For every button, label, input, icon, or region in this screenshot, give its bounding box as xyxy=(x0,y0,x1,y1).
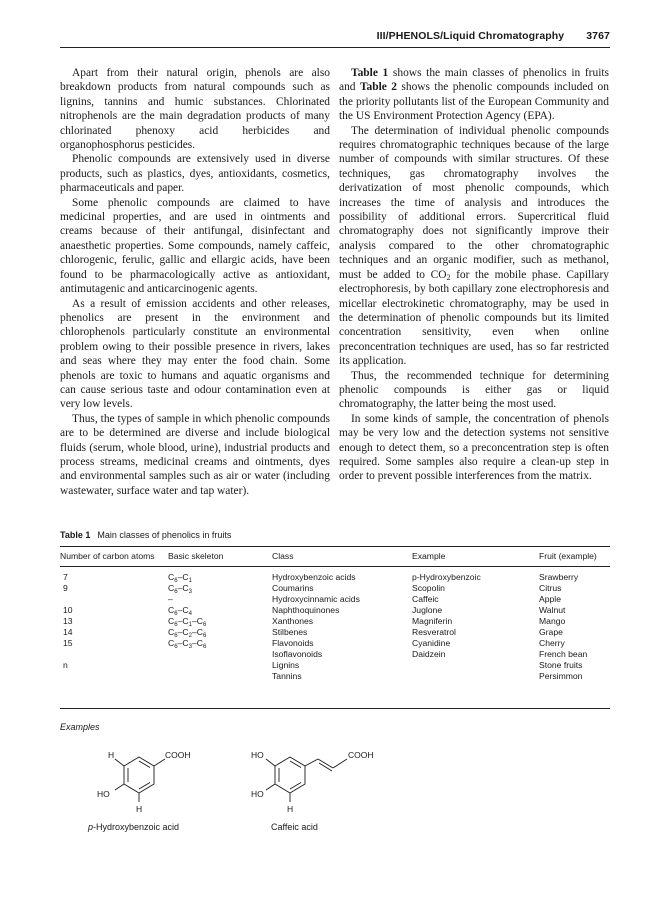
left-column xyxy=(60,66,330,498)
table-cell-skeleton: $C_6-C_4$ xyxy=(168,605,192,617)
table-cell-class: Xanthones xyxy=(272,616,314,626)
bond-chain-1 xyxy=(305,759,318,766)
table-caption xyxy=(60,530,231,540)
table-row xyxy=(60,605,610,616)
table-cell-carbon: 10 xyxy=(63,605,73,615)
table-cell-class: Hydroxybenzoic acids xyxy=(272,572,356,582)
table-cell-example: Juglone xyxy=(412,605,443,615)
p-hydroxybenzoic-acid-structure xyxy=(85,744,215,816)
table-cell-example: Resveratrol xyxy=(412,627,456,637)
left-paragraph-3: Some phenolic compounds are claimed to have medicinal properties, and are used in ointments and creams because of their antifungal, disinfectant and anaesthetic properties. Some compounds, namely caffeic, chlorogenic, ferulic, gallic and ellargic acids, have been found to be pharmacologically active as antioxidant, antimutagenic and anticarcinogenic agents. xyxy=(60,196,330,296)
table-cell-fruit: Grape xyxy=(539,627,563,637)
atom-ho-bottom: HO xyxy=(251,789,264,799)
right-paragraph-1: Table 1 shows the main classes of phenolics in fruits and Table 2 shows the phenolic compounds included on the priority pollutants list of the European Community and the US Environment Protection Agency (EPA). xyxy=(339,67,609,123)
table2-reference: Table 2 xyxy=(359,81,397,94)
bond-ho xyxy=(115,784,124,790)
table-cell-skeleton: $C_6-C_3$ xyxy=(168,583,192,595)
table-cell-carbon xyxy=(60,649,168,660)
table-cell-skeleton: $C_6-C_1-C_6$ xyxy=(168,616,207,628)
table-cell-fruit: Srawberry xyxy=(539,572,579,582)
table-cell-skeleton: $C_6-C_3-C_6$ xyxy=(168,638,207,650)
table-cell-carbon xyxy=(60,594,168,605)
right-paragraph-4: In some kinds of sample, the concentration of phenols may be very low and the detection systems not sensitive enough to detect them, so a preconcentration step is often required. Some samples also require a clean-up step in order to prevent possible interferences from the matrix. xyxy=(339,412,609,483)
bond-cooh xyxy=(154,759,165,766)
table-cell-class: Tannins xyxy=(272,671,302,681)
header-carbon-atoms: Number of carbon atoms xyxy=(60,551,155,561)
bond-chain-2-double xyxy=(319,763,332,771)
atom-ho-top: HO xyxy=(251,750,264,760)
table-cell-carbon: n xyxy=(63,660,68,670)
table-header-row xyxy=(60,550,610,567)
table-cell-fruit: Persimmon xyxy=(539,671,583,681)
right-paragraph-3: Thus, the recommended technique for determining phenolic compounds is either gas or liquid chromatography, the latter being the most used. xyxy=(339,369,609,411)
right-paragraph-2: The determination of individual phenolic compounds requires chromatographic techniques because of the large number of compounds with similar structures. Of these techniques, gas chromatography involves the derivatization of most phenolic compounds, which increases the time of analysis and introduces the possibility of additional errors. Supercritical fluid chromatography does not significantly improve their analysis compared to the other chromatographic techniques and an organic modifier, such as methanol, must be added to $CO_2$ for the mobile phase. Capillary electrophoresis, by both capillary zone electrophoresis and micellar electrokinetic chromatography, may be used in the determination of phenolic compounds but its limited concentration sensitivity, even when online preconcentration techniques are used, has so far restricted its application. xyxy=(339,124,609,368)
table-cell-carbon: 15 xyxy=(63,638,73,648)
bond-ho-top xyxy=(266,759,275,766)
table-cell-carbon: 13 xyxy=(63,616,73,626)
table-row xyxy=(60,594,610,605)
table-cell-example: Magniferin xyxy=(412,616,453,626)
table-cell-carbon: 14 xyxy=(63,627,73,637)
benzene-ring xyxy=(266,757,347,802)
examples-label: Examples xyxy=(60,722,100,732)
table1-reference: Table 1 xyxy=(351,67,389,79)
table-cell-example: Daidzein xyxy=(412,649,446,659)
table-row xyxy=(60,616,610,627)
table-cell-skeleton: $C_6-C_2-C_6$ xyxy=(168,627,207,639)
table-cell-skeleton xyxy=(168,671,272,685)
caffeic-acid-caption: Caffeic acid xyxy=(271,822,318,832)
table-cell-example: Caffeic xyxy=(412,594,439,604)
table-cell-example: Cyanidine xyxy=(412,638,451,648)
table-cell-example xyxy=(412,660,539,671)
bond-h-top xyxy=(115,759,124,766)
table-body xyxy=(60,567,610,686)
caffeic-acid-structure xyxy=(245,744,395,816)
table-cell-class: Lignins xyxy=(272,660,300,670)
right-column xyxy=(339,66,609,484)
table-top-rule xyxy=(60,546,610,547)
atom-cooh: COOH xyxy=(348,750,374,760)
table-cell-class: Isoflavonoids xyxy=(272,649,323,659)
table-cell-skeleton: – xyxy=(168,594,173,604)
bond-ho-bottom xyxy=(266,784,275,790)
table-cell-example xyxy=(412,671,539,685)
table-cell-skeleton xyxy=(168,649,272,660)
left-paragraph-4: As a result of emission accidents and other releases, phenolics are present in the environment and chlorophenols particularly constitute an environmental problem owing to their possible presence in rivers, lakes and seas where they may enter the food chain. Some phenols are toxic to humans and aquatic organisms and can cause serious taste and odour contamination even at very low levels. xyxy=(60,297,330,411)
table-cell-fruit: Citrus xyxy=(539,583,562,593)
header-example: Example xyxy=(412,551,446,561)
table-row xyxy=(60,583,610,594)
table-cell-class: Stilbenes xyxy=(272,627,308,637)
table-cell-class: Flavonoids xyxy=(272,638,314,648)
table-row xyxy=(60,649,610,660)
page-number: 3767 xyxy=(586,30,610,42)
atom-h-bottom: H xyxy=(136,804,143,814)
table-cell-fruit: Cherry xyxy=(539,638,565,648)
header-class: Class xyxy=(272,551,294,561)
atom-cooh: COOH xyxy=(165,750,191,760)
atom-ho: HO xyxy=(97,789,110,799)
header-basic-skeleton: Basic skeleton xyxy=(168,551,224,561)
running-title: III/PHENOLS/Liquid Chromatography xyxy=(376,30,565,42)
table-row xyxy=(60,638,610,649)
benzene-ring xyxy=(115,757,165,802)
table-caption-text: Main classes of phenolics in fruits xyxy=(97,530,232,540)
table-cell-carbon: 9 xyxy=(63,583,68,593)
running-header xyxy=(377,30,610,42)
table-cell-fruit: Walnut xyxy=(539,605,566,615)
header-fruit: Fruit (example) xyxy=(539,551,597,561)
table-cell-carbon xyxy=(60,671,168,685)
table-cell-fruit: Apple xyxy=(539,594,561,604)
table-row xyxy=(60,627,610,638)
table-cell-fruit: Stone fruits xyxy=(539,660,583,670)
table-row xyxy=(60,671,610,685)
table-cell-fruit: Mango xyxy=(539,616,566,626)
table-cell-class: Hydroxycinnamic acids xyxy=(272,594,360,604)
atom-h-top: H xyxy=(108,750,115,760)
table-label: Table 1 xyxy=(60,530,91,540)
bond-chain-3 xyxy=(333,759,347,768)
table-cell-example: Scopolin xyxy=(412,583,445,593)
table-cell-fruit: French bean xyxy=(539,649,588,659)
table-cell-class: Coumarins xyxy=(272,583,314,593)
table-row xyxy=(60,567,610,584)
left-paragraph-2: Phenolic compounds are extensively used in diverse products, such as plastics, dyes, antioxidants, cosmetics, pharmaceuticals and paper. xyxy=(60,153,330,195)
table-cell-skeleton: $C_6-C_1$ xyxy=(168,572,192,584)
table-row xyxy=(60,660,610,671)
left-paragraph-5: Thus, the types of sample in which phenolic compounds are to be determined are diverse and include biological fluids (serum, whole blood, urine), industrial products and process streams, medicinal creams and ointments, dyes and environmental samples such as air or water (including wastewater, surface water and tap water). xyxy=(60,412,330,497)
phenolics-table xyxy=(60,550,610,685)
table-cell-skeleton xyxy=(168,660,272,671)
table-cell-carbon: 7 xyxy=(63,572,68,582)
header-rule xyxy=(60,47,610,48)
atom-h-bottom: H xyxy=(287,804,294,814)
p-hydroxybenzoic-caption: p-Hydroxybenzoic acid xyxy=(88,822,180,832)
table-cell-example: p-Hydroxybenzoic xyxy=(412,572,481,582)
left-paragraph-1: Apart from their natural origin, phenols are also breakdown products from natural compounds such as lignins, tannins and humic substances. Chlorinated nitrophenols are the main degradation products of many chlorinated phenoxy acid herbicides and organophosphorus pesticides. xyxy=(60,67,330,152)
table-bottom-rule xyxy=(60,708,610,709)
table-cell-class: Naphthoquinones xyxy=(272,605,340,615)
